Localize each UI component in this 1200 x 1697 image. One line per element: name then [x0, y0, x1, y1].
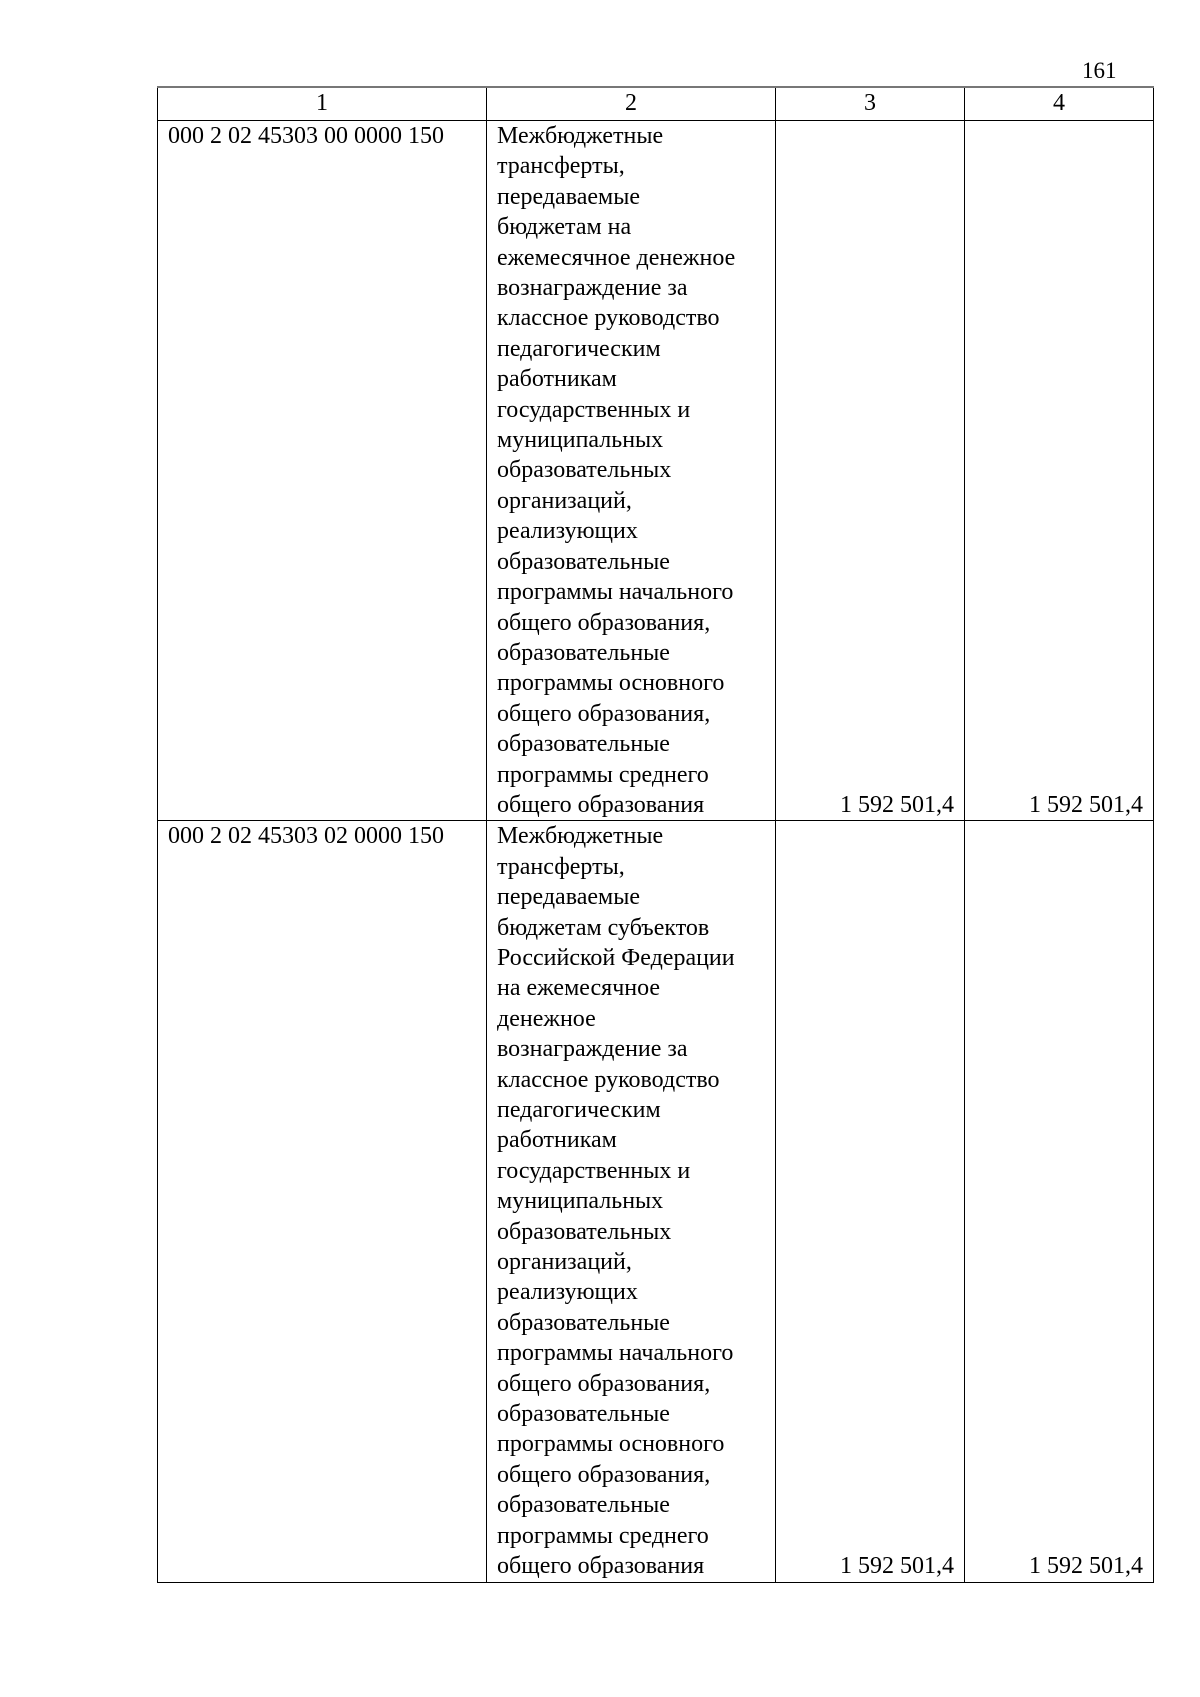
page-number: 161 [1082, 58, 1117, 83]
budget-table [157, 86, 1154, 1583]
header-col-4: 4 [965, 87, 1154, 121]
amount-col-4: 1 592 501,4 [965, 121, 1154, 821]
budget-code: 000 2 02 45303 00 0000 150 [158, 121, 487, 821]
table-row [158, 121, 1154, 821]
amount-col-3: 1 592 501,4 [776, 821, 965, 1582]
header-col-2: 2 [487, 87, 776, 121]
amount-col-3: 1 592 501,4 [776, 121, 965, 821]
budget-code: 000 2 02 45303 02 0000 150 [158, 821, 487, 1582]
header-col-1: 1 [158, 87, 487, 121]
table-header-row [158, 87, 1154, 121]
header-col-3: 3 [776, 87, 965, 121]
amount-col-4: 1 592 501,4 [965, 821, 1154, 1582]
description: Межбюджетные трансферты, передаваемые бюджетам на ежемесячное денежное вознаграждение за классное руководство педагогическим работникам государственных и муниципальных образовательных организаций, реализующих образовательные программы начального общего образования, образовательные программы основного общего образования, образовательные программы среднего общего образования [487, 121, 776, 821]
description: Межбюджетные трансферты, передаваемые бюджетам субъектов Российской Федерации на ежемесячное денежное вознаграждение за классное руководство педагогическим работникам государственных и муниципальных образовательных организаций, реализующих образовательные программы начального общего образования, образовательные программы основного общего образования, образовательные программы среднего общего образования [487, 821, 776, 1582]
table-row [158, 821, 1154, 1582]
